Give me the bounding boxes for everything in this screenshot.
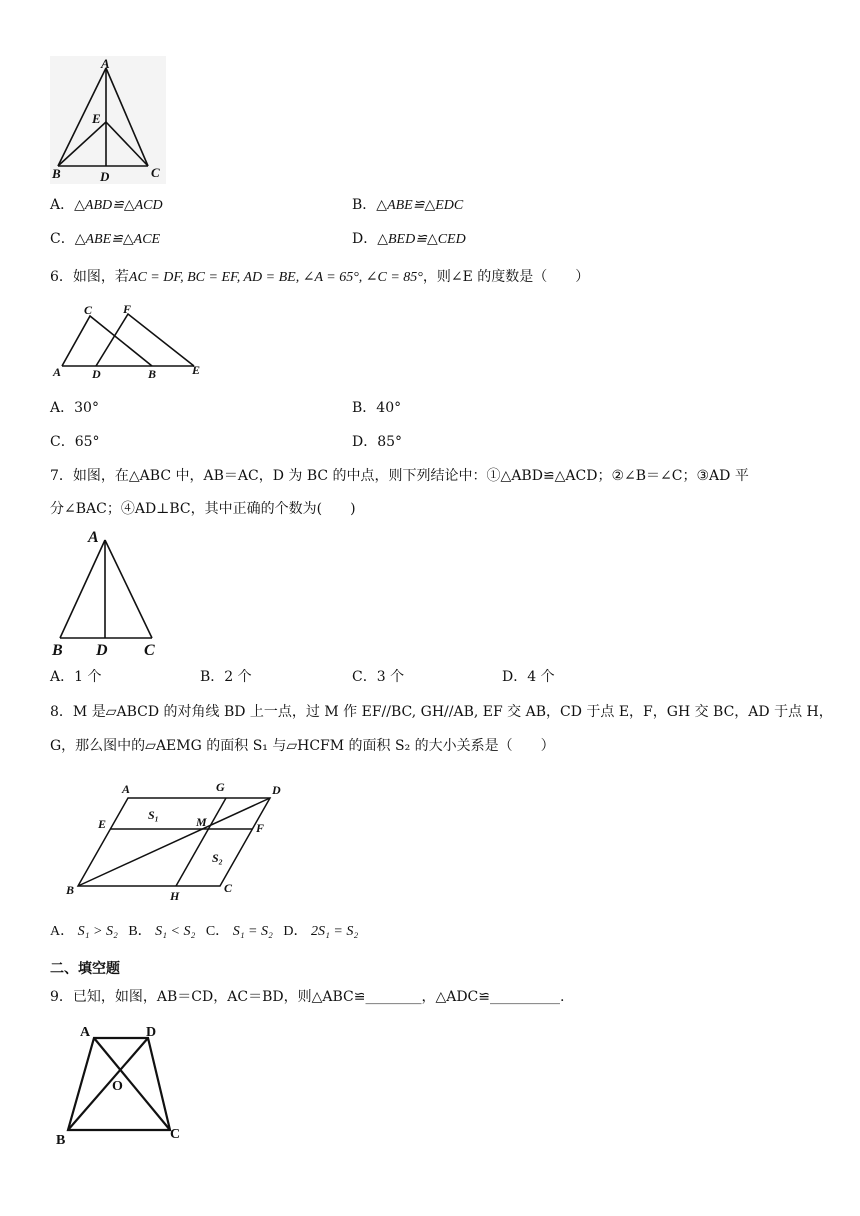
q5-option-c-letter: C． <box>50 231 75 247</box>
q6-stem-math: AC = DF, BC = EF, AD = BE, ∠A = 65°, ∠C = 85° <box>128 270 423 285</box>
q6-stem-prefix: 6．如图，若 <box>50 269 129 285</box>
q9-stem: 9．已知，如图，AB＝CD，AC＝BD，则△ABC≌________，△ADC≌__________. <box>50 989 565 1005</box>
q7-option-c-text: 3 个 <box>376 669 405 685</box>
q6-option-b-letter: B． <box>352 400 377 416</box>
q5-option-d-text: △BED≌△CED <box>377 232 466 247</box>
q6-option-d-text: 85° <box>377 434 403 450</box>
q8-option-a-text: S₁ > S₂ <box>77 924 118 939</box>
q9-label-b: B <box>56 1133 66 1148</box>
q8-label-d: D <box>272 783 281 797</box>
q8-option-a-letter: A． <box>50 924 75 939</box>
q5-figure-background <box>50 56 166 184</box>
q7-option-b-letter: B． <box>200 669 225 685</box>
q8-option-a[interactable] <box>50 924 118 939</box>
q5-option-a[interactable] <box>50 195 163 216</box>
q8-option-c-letter: C． <box>205 924 230 939</box>
q8-option-c-text: S₁ = S₂ <box>232 924 273 939</box>
q7-option-a[interactable] <box>50 667 101 687</box>
q9-label-c: C <box>170 1127 181 1142</box>
q5-option-c-text: △ABE≌△ACE <box>74 232 161 247</box>
q5-label-c: C <box>151 165 160 180</box>
q8-option-b[interactable] <box>128 924 195 939</box>
q6-label-c: C <box>84 303 93 317</box>
q9-label-d: D <box>146 1025 157 1040</box>
q6-label-b: B <box>148 367 157 381</box>
q6-option-c[interactable] <box>50 432 100 452</box>
q5-option-b-text: △ABE≌△EDC <box>376 198 464 213</box>
q6-overlapping-triangles-figure <box>50 302 210 382</box>
q7-option-d-text: 4 个 <box>527 669 555 685</box>
q6-option-b-text: 40° <box>376 400 402 416</box>
q8-label-a: A <box>122 782 131 796</box>
q6-option-d-letter: D． <box>352 434 378 450</box>
q5-option-b-letter: B． <box>352 197 377 213</box>
q8-option-b-text: S₁ < S₂ <box>155 924 196 939</box>
q5-label-d: D <box>100 169 110 184</box>
q5-label-e: E <box>92 111 101 126</box>
q8-option-c[interactable] <box>206 924 273 939</box>
q6-label-f: F <box>123 302 132 316</box>
q9-trapezoid-figure <box>50 1018 190 1152</box>
q8-option-d-letter: D． <box>283 924 308 939</box>
q7-option-c-letter: C． <box>352 669 377 685</box>
q5-label-b: B <box>52 166 61 181</box>
q8-parallelogram-figure <box>60 776 290 906</box>
q8-option-d[interactable] <box>283 924 358 939</box>
q6-stem-suffix: ，则∠E 的度数是（ ） <box>422 269 590 285</box>
q7-option-b[interactable] <box>200 667 252 687</box>
q8-options-row <box>50 922 358 942</box>
q8-label-e: E <box>98 817 107 831</box>
section-fill-in-blank-title: 二、填空题 <box>50 961 120 977</box>
q8-label-f: F <box>256 821 265 835</box>
q7-stem-line2: 分∠BAC；④AD⊥BC，其中正确的个数为( ) <box>50 501 356 517</box>
q7-label-c: C <box>144 642 155 659</box>
q7-label-b: B <box>52 642 63 659</box>
q5-option-a-letter: A． <box>50 197 75 213</box>
q7-option-d-letter: D． <box>502 669 528 685</box>
q6-option-d[interactable] <box>352 432 402 452</box>
q7-isosceles-triangle-figure <box>48 526 168 660</box>
q9-label-a: A <box>80 1025 91 1040</box>
q6-option-b[interactable] <box>352 398 401 418</box>
q5-triangle-figure <box>50 56 166 184</box>
q8-label-s1: S₁ <box>148 808 159 822</box>
q8-label-g: G <box>216 780 225 794</box>
q5-label-a: A <box>101 56 110 71</box>
q6-option-c-text: 65° <box>74 434 100 450</box>
q6-stem <box>50 267 589 288</box>
q5-option-d[interactable] <box>352 229 466 250</box>
q8-label-m: M <box>196 815 207 829</box>
q7-label-a: A <box>88 529 99 546</box>
q8-label-b: B <box>66 883 75 897</box>
q8-stem-line1: 8．M 是▱ABCD 的对角线 BD 上一点，过 M 作 EF//BC, GH//AB, EF 交 AB，CD 于点 E，F，GH 交 BC，AD 于点 H， <box>50 704 833 720</box>
q7-option-a-letter: A． <box>50 669 75 685</box>
q6-option-a[interactable] <box>50 398 99 418</box>
q8-label-c: C <box>224 881 233 895</box>
q5-option-d-letter: D． <box>352 231 378 247</box>
q8-option-d-text: 2S₁ = S₂ <box>311 924 359 939</box>
q6-option-a-letter: A． <box>50 400 75 416</box>
q8-option-b-letter: B． <box>128 924 152 939</box>
q8-label-h: H <box>170 889 180 903</box>
q6-option-a-text: 30° <box>74 400 99 416</box>
q8-stem-line2: G，那么图中的▱AEMG 的面积 S₁ 与▱HCFM 的面积 S₂ 的大小关系是（ ） <box>50 738 555 754</box>
q7-label-d: D <box>96 642 108 659</box>
q6-option-c-letter: C． <box>50 434 75 450</box>
q6-label-e: E <box>192 363 201 377</box>
q7-option-d[interactable] <box>502 667 555 687</box>
q9-label-o: O <box>112 1079 123 1094</box>
q5-option-c[interactable] <box>50 229 160 250</box>
q5-option-a-text: △ABD≌△ACD <box>74 198 163 213</box>
q6-label-a: A <box>53 365 62 379</box>
q7-option-b-text: 2 个 <box>224 669 252 685</box>
q7-option-c[interactable] <box>352 667 404 687</box>
q5-option-b[interactable] <box>352 195 463 216</box>
q7-stem-line1: 7．如图，在△ABC 中，AB＝AC，D 为 BC 的中点，则下列结论中：①△ABD≌△ACD；②∠B＝∠C；③AD 平 <box>50 468 749 484</box>
q6-label-d: D <box>92 367 101 381</box>
q8-label-s2: S₂ <box>212 851 223 865</box>
q7-option-a-text: 1 个 <box>74 669 102 685</box>
